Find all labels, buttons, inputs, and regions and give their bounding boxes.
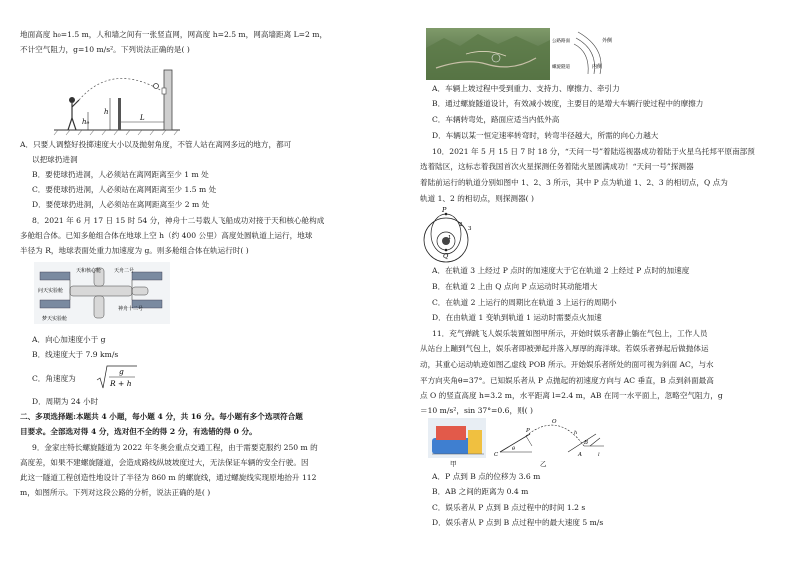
- q11-label-theta: θ: [512, 446, 516, 452]
- q8-label-4: 问天实验舱: [38, 288, 64, 294]
- q7-option-a-cont: 以把球扔进洞: [32, 155, 78, 164]
- q8-stem-line-1: 8．2021 年 6 月 17 日 15 时 54 分，神舟十二号载人飞船成功对接于天和核心舱构成: [32, 216, 325, 225]
- q9-option-b: B．通过螺旋隧道设计，有效减小坡度，主要目的是增大车辆行驶过程中的摩擦力: [432, 99, 704, 108]
- q11-option-d: D．娱乐者从 P 点到 B 点过程中的最大速度 5 m/s: [432, 518, 604, 527]
- q11-figure: [428, 416, 608, 468]
- q11-label-C: C: [494, 452, 499, 458]
- q9-stem-line-1: 9．金家庄特长螺旋隧道为 2022 年冬奥会重点交通工程，由于需要克服约 250 m 的: [32, 443, 318, 452]
- q10-label-P: P: [442, 206, 447, 214]
- q8-stem-line-2: 多舱组合体。已知多舱组合体在地球上空 h（约 400 公里）高度处圆轨道上运行，地球: [20, 231, 313, 240]
- q10-option-d: D．在由轨道 1 变轨到轨道 1 运动时需要点火加速: [432, 313, 602, 322]
- q7-label-h: h: [104, 108, 109, 116]
- q7-option-c: C．要使球扔进洞，人必须站在离网距离至少 1.5 m 处: [32, 185, 217, 194]
- q10-option-c: C．在轨道 2 上运行的周期比在轨道 3 上运行的周期小: [432, 298, 617, 307]
- q9-label-road: 公路路面: [552, 39, 570, 44]
- q10-stem-line-3: 着陆前运行的轨道分别如图中 1、2、3 所示，其中 P 点为轨道 1、2、3 的相切点，Q 点为: [420, 178, 728, 187]
- q8-space-station-figure: [34, 262, 170, 324]
- q8-stem-line-3: 半径为 R，地球表面处重力加速度为 g。则多舱组合体在轨运行时( ): [20, 246, 249, 255]
- q10-label-3: 3: [468, 226, 472, 232]
- q8-option-b: B．线速度大于 7.9 km/s: [32, 350, 119, 359]
- q10-option-a: A．在轨道 3 上经过 P 点时的加速度大于它在轨道 2 上经过 P 点时的加速度: [432, 266, 690, 275]
- q7-label-L: L: [140, 114, 145, 122]
- q8-label-1: 天和核心舱: [76, 268, 102, 274]
- q10-label-1: 1: [448, 235, 452, 241]
- q8-option-c-prefix: C．角速度为: [32, 374, 76, 383]
- q9-option-d: D．车辆以某一恒定速率转弯时，转弯半径越大，所需的向心力越大: [432, 131, 659, 140]
- q7-intro-line-1: 地面高度 h₀=1.5 m，人和墙之间有一张竖直网，网高度 h=2.5 m，网高墙距离 L=2 m，: [20, 30, 328, 39]
- q10-orbit-figure: [422, 206, 482, 268]
- q7-intro-line-2: 不计空气阻力，g=10 m/s²。下列说法正确的是( ): [20, 45, 190, 54]
- q9-label-inner: 内侧: [592, 64, 603, 70]
- q8-formula-den: R + h: [110, 379, 132, 388]
- q11-option-a: A．P 点到 B 点的位移为 3.6 m: [432, 472, 541, 481]
- q9-stem-line-4: m，如图所示。下列对这段公路的分析，说法正确的是( ): [20, 488, 211, 497]
- q11-stem-line-1: 11．充气弹跳飞人娱乐装置如图甲所示，开始时娱乐者静止躺在气包上，工作人员: [432, 329, 708, 338]
- q11-option-c: C．娱乐者从 P 点到 B 点过程中的时间 1.2 s: [432, 503, 586, 512]
- q8-option-c-formula: [96, 364, 138, 392]
- q9-option-c: C．车辆转弯处，路面应适当内低外高: [432, 115, 560, 124]
- q11-label-jia: 甲: [450, 460, 457, 468]
- q7-figure: [52, 62, 182, 136]
- right-column: [418, 0, 790, 561]
- q8-label-2: 天舟二号: [114, 268, 135, 274]
- q11-label-yi: 乙: [540, 460, 547, 468]
- q7-option-a: A．只要人调整好投掷速度大小以及抛射角度，不管人站在离网多远的地方，都可: [20, 140, 292, 149]
- q11-label-A: A: [578, 452, 582, 458]
- q11-label-l: l: [598, 452, 600, 458]
- section2-line-1: 二、多项选择题:本题共 4 小题，每小题 4 分，共 16 分。每小题有多个选项符合题: [20, 412, 303, 421]
- q11-option-b: B．AB 之间的距离为 0.4 m: [432, 487, 529, 496]
- section2-line-2: 目要求。全部选对得 4 分，选对但不全的得 2 分，有选错的得 0 分。: [20, 427, 257, 436]
- q10-stem-line-4: 轨道 1、2 的相切点，则探测器( ): [420, 194, 534, 203]
- q8-option-a: A．向心加速度小于 g: [32, 335, 106, 344]
- q11-stem-line-3: 动，其重心运动轨迹如图乙虚线 POB 所示。开始娱乐者所处的面可视为斜面 AC，与水: [420, 360, 714, 369]
- q10-label-2: 2: [459, 222, 463, 228]
- q8-label-5: 梦天实验舱: [42, 316, 68, 322]
- q8-formula-num: g: [119, 367, 124, 376]
- q9-option-a: A．车辆上坡过程中受到重力、支持力、摩擦力、牵引力: [432, 84, 620, 93]
- q11-label-P: P: [526, 428, 530, 434]
- q9-label-tunnel: 螺旋隧道: [552, 65, 570, 70]
- q9-label-outer: 外侧: [602, 38, 613, 44]
- q8-label-3: 神舟十二号: [118, 306, 144, 312]
- q10-stem-line-1: 10．2021 年 5 月 15 日 7 时 18 分，“天问一号”着陆巡视器成功着陆于火星乌托邦平原南部预: [432, 147, 755, 156]
- q7-option-d: D．要使球扔进洞，人必须站在离网距离至少 2 m 处: [32, 200, 210, 209]
- q11-stem-line-2: 从站台上蹦到气包上，娱乐者即被弹起并落入厚厚的海洋球。若娱乐者弹起后做抛体运: [420, 344, 709, 353]
- q11-stem-line-4: 平方向夹角θ=37°。已知娱乐者从 P 点抛起的初速度方向与 AC 垂直，B 点到斜面最高: [420, 376, 714, 385]
- q9-stem-line-3: 此这一隧道工程创造性地设计了半径为 860 m 的螺旋线，通过螺旋线实现原地抬升 112: [20, 473, 317, 482]
- q9-stem-line-2: 高度差，如果不建螺旋隧道，会造成路线纵坡坡度过大，无法保证车辆的安全行驶。因: [20, 458, 309, 467]
- q10-option-b: B．在轨道 2 上由 Q 点向 P 点运动时其动能增大: [432, 282, 598, 291]
- q11-label-h: h: [574, 430, 578, 436]
- left-column: [18, 0, 390, 561]
- q11-label-B: B: [584, 440, 589, 446]
- q10-label-Q: Q: [443, 252, 449, 260]
- q8-option-d: D．周期为 24 小时: [32, 397, 99, 406]
- q11-stem-line-5: 点 O 的竖直高度 h=3.2 m，水平距离 l=2.4 m，AB 在同一水平面上，忽略空气阻力，g: [420, 391, 723, 400]
- q9-tunnel-figure: [426, 28, 620, 80]
- q7-label-h0: h₀: [82, 118, 90, 126]
- q10-stem-line-2: 选着陆区，这标志着我国首次火星探测任务着陆火星圆满成功！“天问一号”探测器: [420, 162, 694, 171]
- q11-stem-line-6: ＝10 m/s²，sin 37°=0.6，则( ): [420, 406, 534, 415]
- q7-option-b: B．要使球扔进洞，人必须站在离网距离至少 1 m 处: [32, 170, 209, 179]
- q11-label-O: O: [552, 419, 557, 425]
